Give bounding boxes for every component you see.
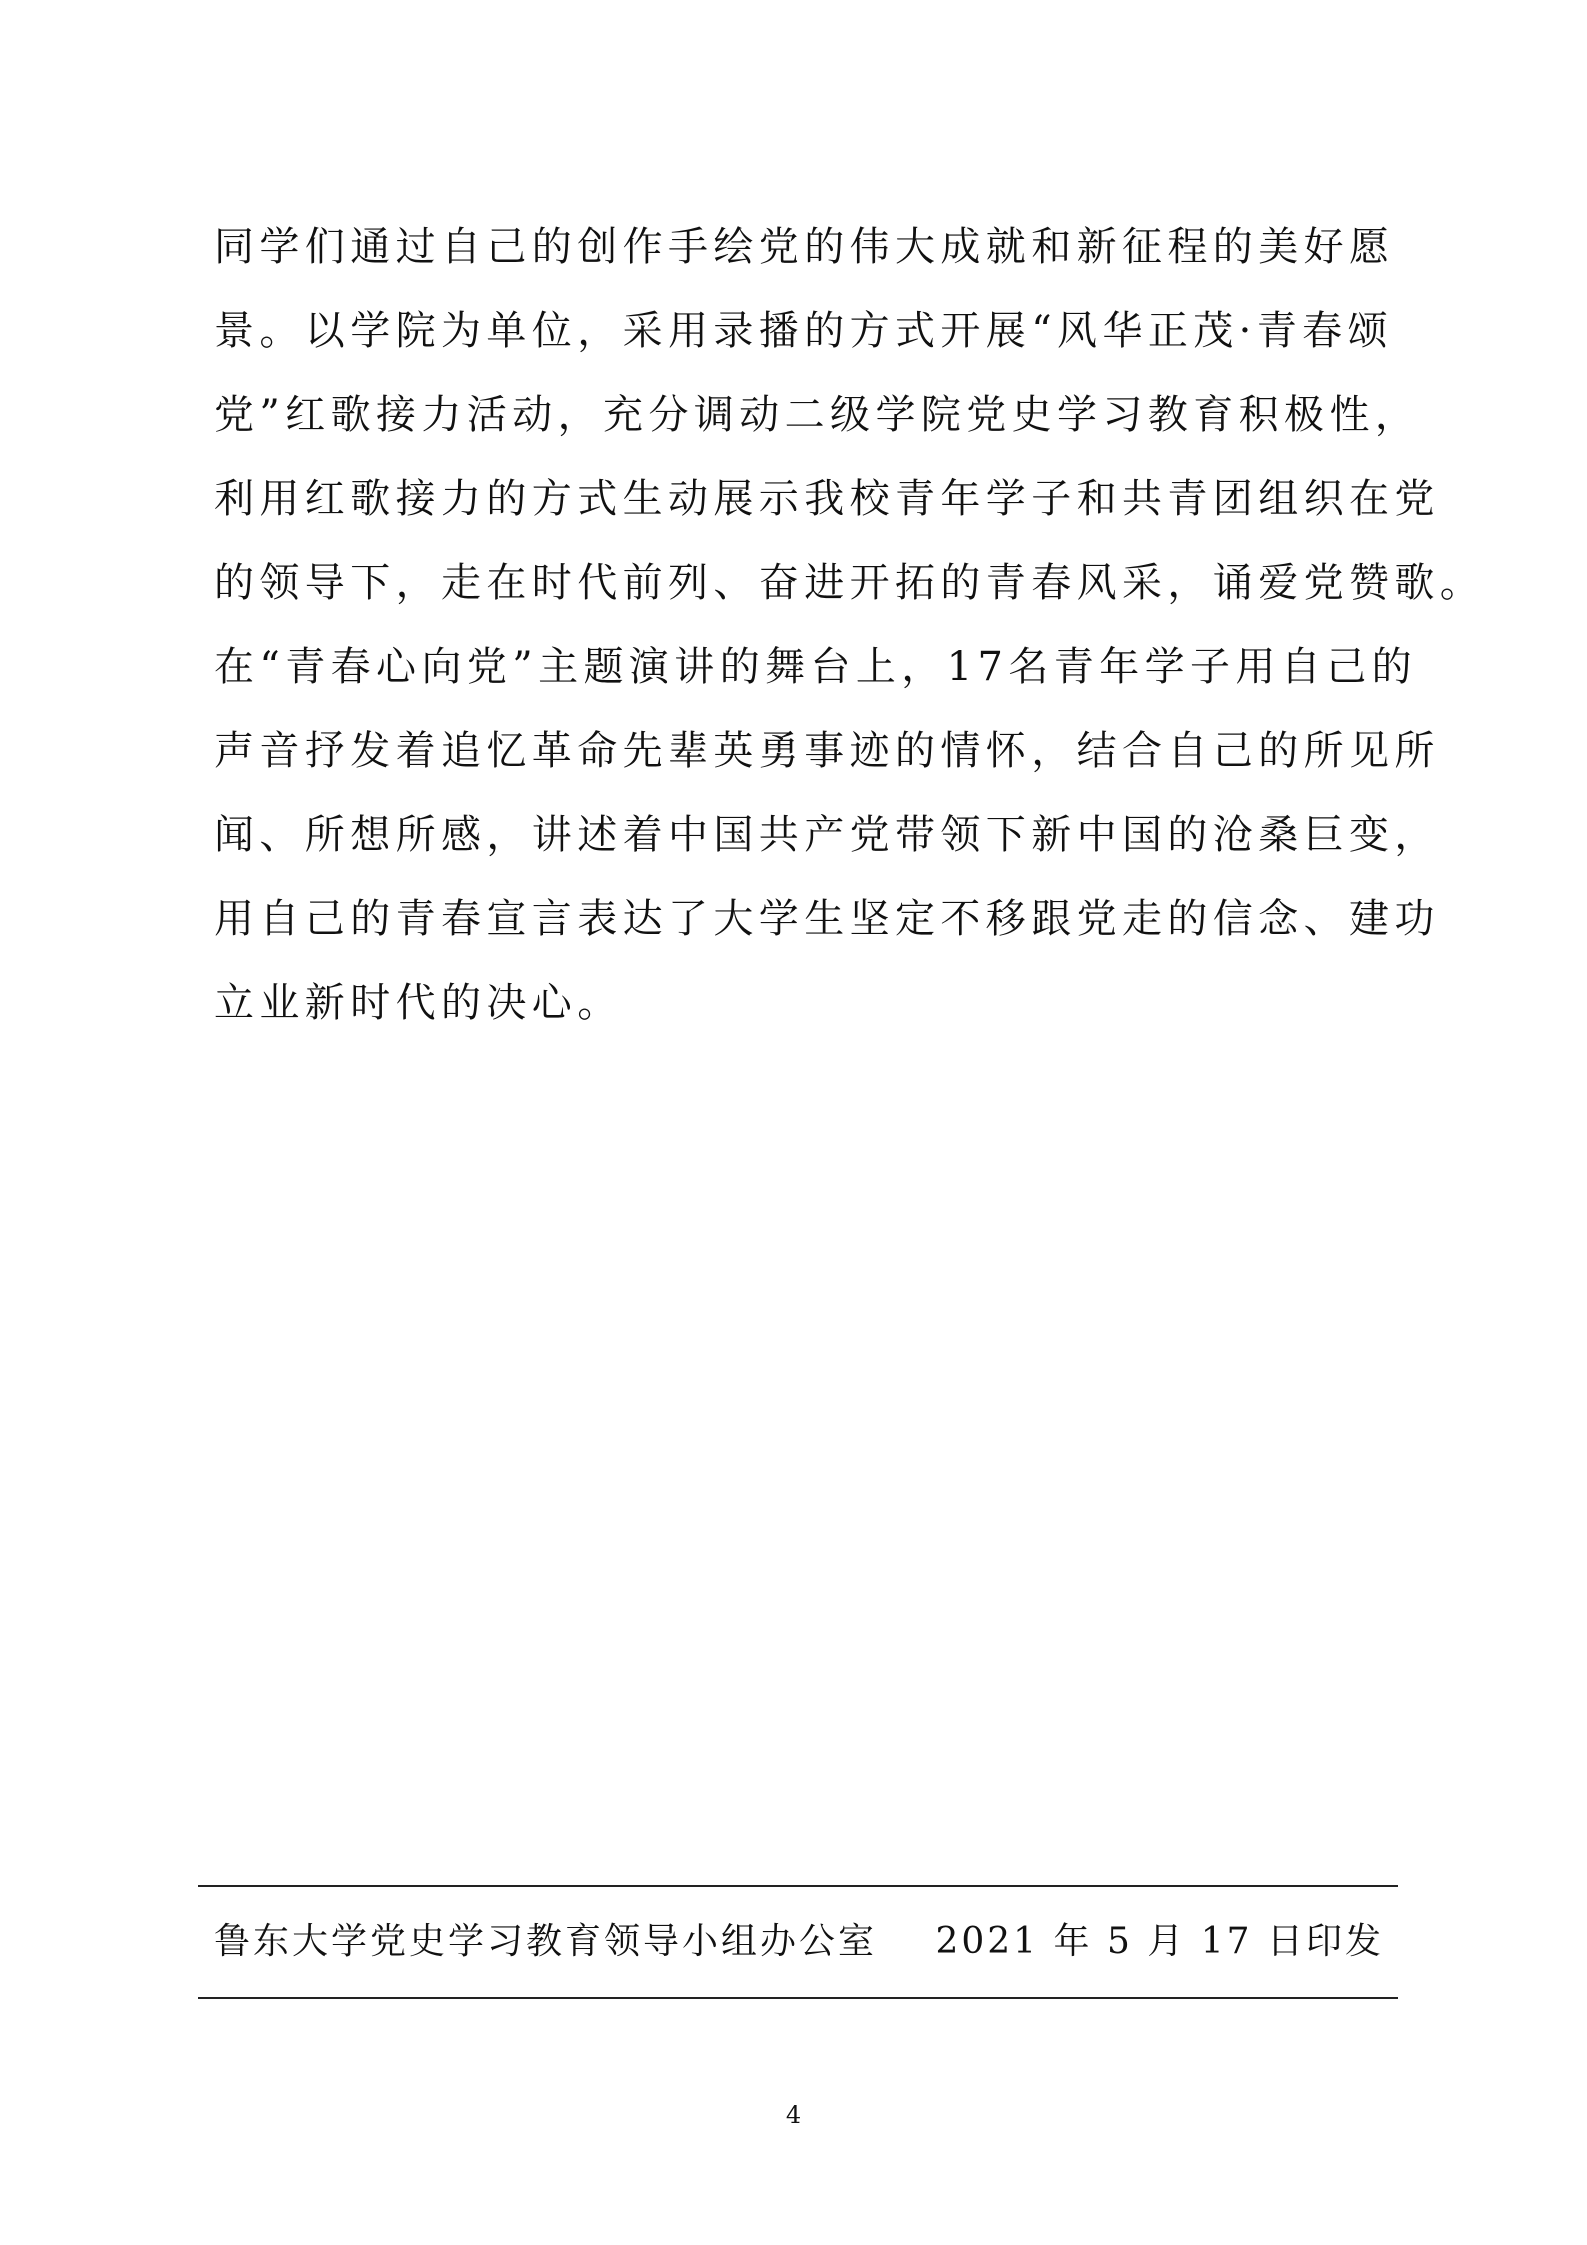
issue-date: 2021 年 5 月 17 日印发 [935,1921,1384,1962]
paragraph-line: 利用红歌接力的方式生动展示我校青年学子和共青团组织在党 [214,476,1440,522]
paragraph-line: 闻、所想所感，讲述着中国共产党带领下新中国的沧桑巨变， [214,812,1440,858]
paragraph-line: 的领导下，走在时代前列、奋进开拓的青春风采，诵爱党赞歌。 [214,560,1486,606]
paragraph-line: 在“青春心向党”主题演讲的舞台上，17名青年学子用自己的 [214,644,1417,690]
paragraph-line: 用自己的青春宣言表达了大学生坚定不移跟党走的信念、建功 [214,896,1440,942]
paragraph-line: 党”红歌接力活动，充分调动二级学院党史学习教育积极性， [214,392,1421,438]
paragraph-line: 同学们通过自己的创作手绘党的伟大成就和新征程的美好愿 [214,224,1395,270]
paragraph-line: 立业新时代的决心。 [214,980,623,1026]
body-paragraph [214,205,1486,1045]
footer-top-divider [198,1885,1398,1887]
footer-bottom-divider [198,1997,1398,1999]
page-number: 4 [785,2101,802,2129]
issuer-name: 鲁东大学党史学习教育领导小组办公室 [214,1921,878,1962]
paragraph-line: 声音抒发着追忆革命先辈英勇事迹的情怀，结合自己的所见所 [214,728,1440,774]
issuance-footer [214,1912,1384,1972]
paragraph-line: 景。以学院为单位，采用录播的方式开展“风华正茂·青春颂 [214,308,1393,354]
